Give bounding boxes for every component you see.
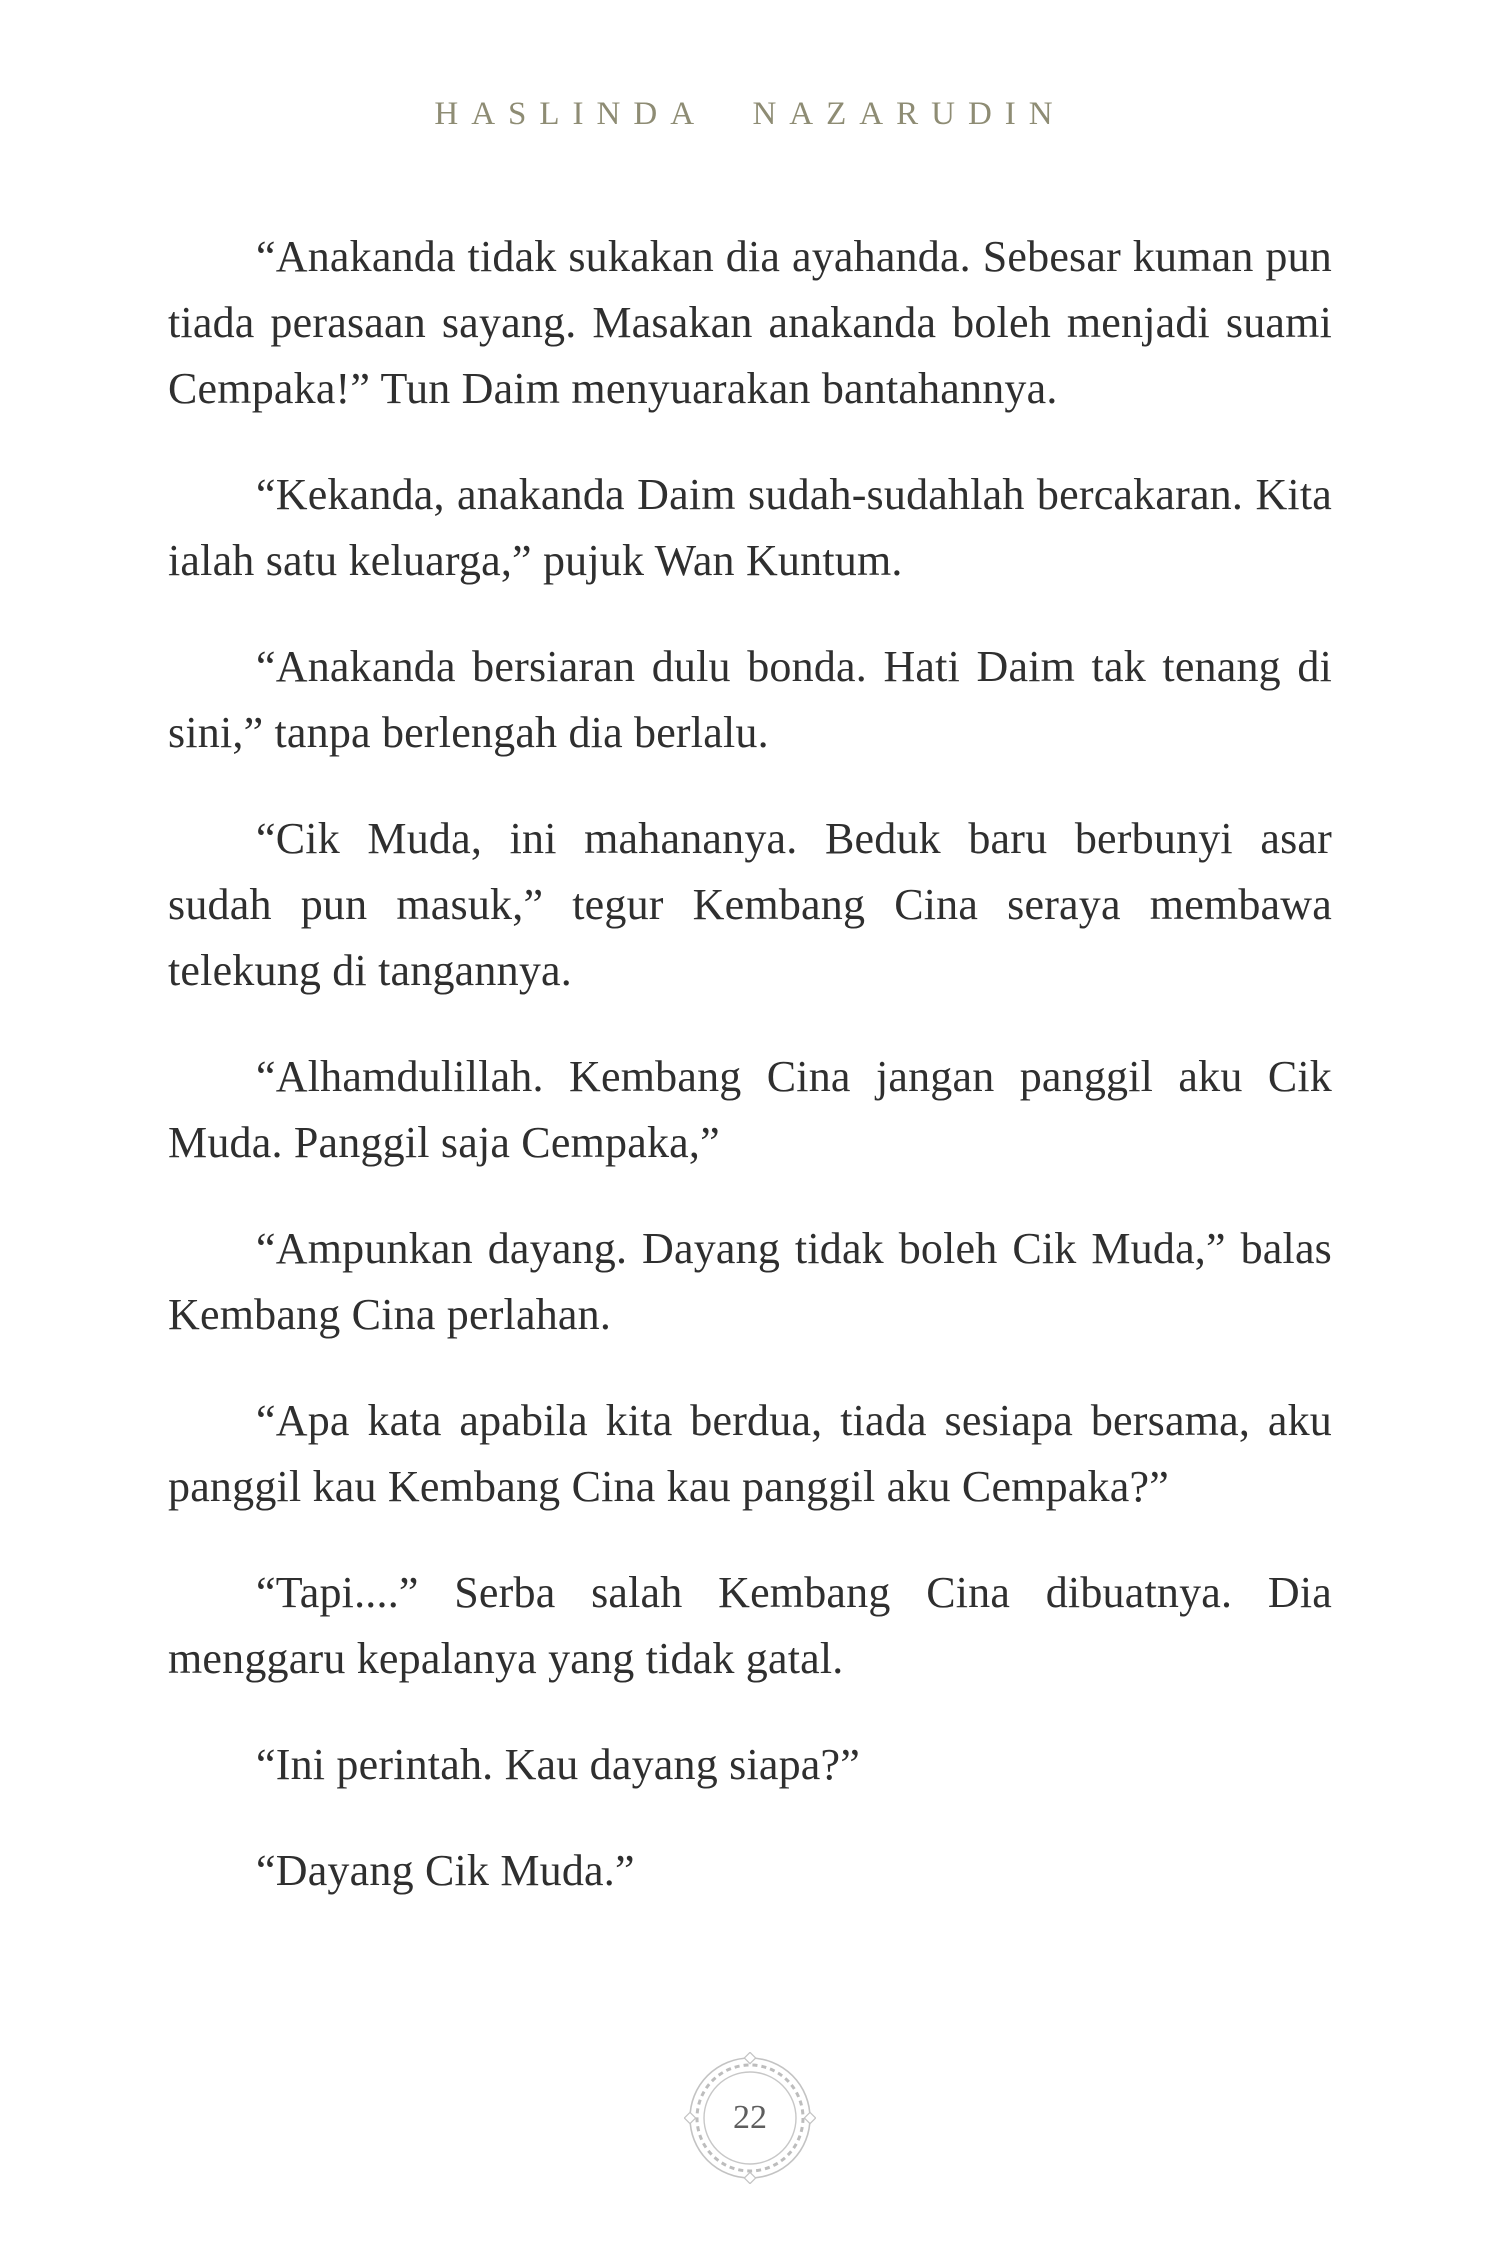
- paragraph: “Ini perintah. Kau dayang siapa?”: [256, 1740, 860, 1789]
- paragraph: “Tapi....” Serba salah Kembang Cina dibuatnya. Dia menggaru kepalanya yang tidak gatal.: [168, 1568, 1332, 1683]
- paragraph: “Apa kata apabila kita berdua, tiada sesiapa bersama, aku panggil kau Kembang Cina kau panggil aku Cempaka?”: [168, 1396, 1332, 1511]
- paragraph: “Ampunkan dayang. Dayang tidak boleh Cik Muda,” balas Kembang Cina perlahan.: [168, 1224, 1332, 1339]
- paragraph: “Anakanda bersiaran dulu bonda. Hati Daim tak tenang di sini,” tanpa berlengah dia berlalu.: [168, 642, 1332, 757]
- page-number: 22: [733, 2099, 767, 2136]
- paragraph: “Kekanda, anakanda Daim sudah-sudahlah bercakaran. Kita ialah satu keluarga,” pujuk Wan Kuntum.: [168, 470, 1332, 585]
- paragraph: “Dayang Cik Muda.”: [256, 1846, 635, 1895]
- paragraph: “Alhamdulillah. Kembang Cina jangan panggil aku Cik Muda. Panggil saja Cempaka,”: [168, 1052, 1332, 1167]
- page-number-ornament: [684, 2052, 816, 2184]
- author-header: [0, 96, 1500, 133]
- paragraph: “Anakanda tidak sukakan dia ayahanda. Sebesar kuman pun tiada perasaan sayang. Masakan anakanda boleh menjadi suami Cempaka!” Tun Daim menyuarakan bantahannya.: [168, 232, 1332, 413]
- page-body-text: [168, 224, 1332, 1904]
- paragraph: “Cik Muda, ini mahananya. Beduk baru berbunyi asar sudah pun masuk,” tegur Kembang Cina seraya membawa telekung di tangannya.: [168, 814, 1332, 995]
- author-name: HASLINDA NAZARUDIN: [434, 96, 1066, 132]
